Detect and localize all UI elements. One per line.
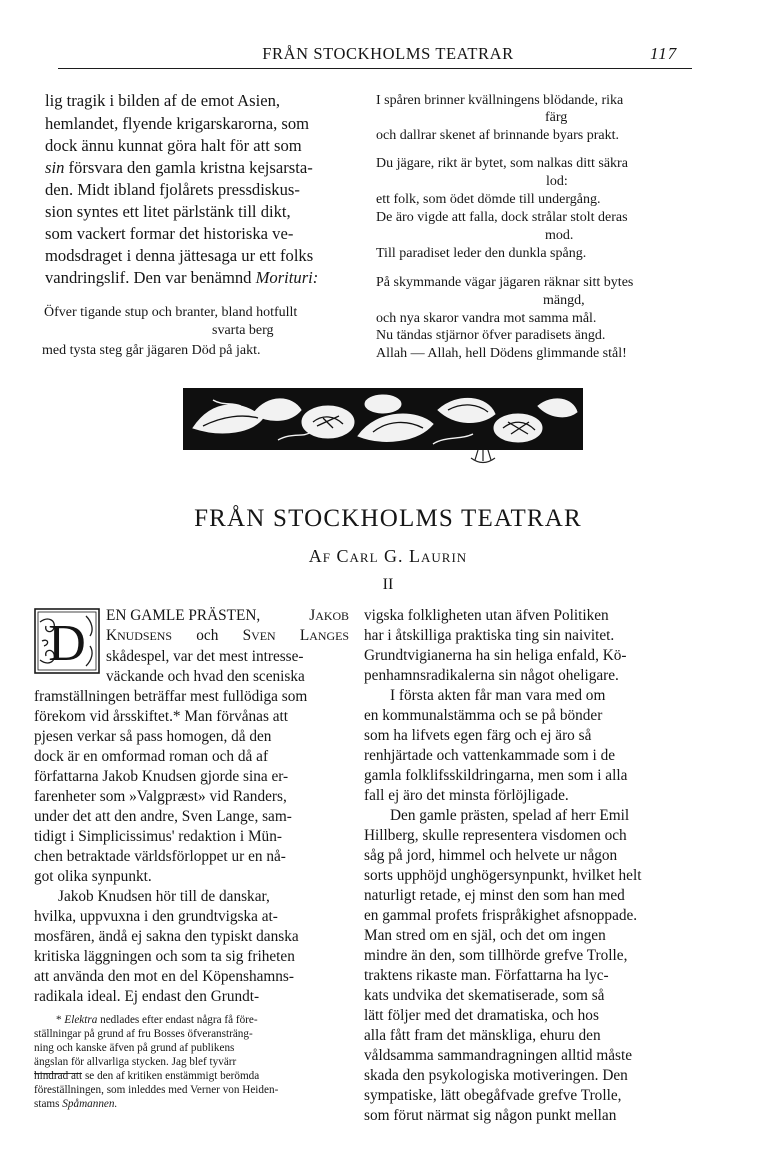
prose-line: sion syntes ett litet pärlstänk till dikt, — [45, 202, 291, 221]
body-line: chen betraktade världsförloppet ur en nå- — [34, 848, 286, 865]
footnote-line: föreställningen, som inleddes med Verner von Heiden- — [34, 1084, 279, 1096]
poem-line: I spåren brinner kvällningens blödande, rika — [376, 93, 624, 108]
body-line: sympatiske, lätt obegåfvade grefve Trolle, — [364, 1087, 622, 1104]
italic-sin: sin — [45, 158, 65, 177]
body-line: mindre än den, som tillhörde grefve Trolle, — [364, 947, 628, 964]
poem-line: färg — [545, 110, 568, 125]
italic-morituri: Morituri: — [255, 268, 319, 287]
body-line: lätt följer med det dramatiska, och hos — [364, 1007, 599, 1024]
body-line: att använda den mot en del Köpenshamns- — [34, 968, 294, 985]
body-line: som ha lifvets egen färg och ej äro så — [364, 727, 592, 744]
running-head: FRÅN STOCKHOLMS TEATRAR — [262, 44, 514, 63]
footnote-line: hindrad att se den af kritiken enstämmigt berömda — [34, 1070, 260, 1082]
body-line: hvilka, uppvuxna i den grundtvigska at- — [34, 908, 278, 925]
poem-line: Allah — Allah, hell Dödens glimmande stål! — [376, 346, 627, 361]
body-line: renhjärtade och vattenkammade som i de — [364, 747, 616, 764]
prose-line: hemlandet, flyende krigarskarorna, som — [45, 114, 310, 133]
body-line: skådespel, var det mest intresse- — [106, 648, 304, 665]
body-line: kats undvika det skematiserade, som så — [364, 987, 605, 1004]
prose-line: den. Midt ibland fjolårets pressdiskus- — [45, 180, 300, 199]
poem-line: Till paradiset leder den dunkla spång. — [376, 246, 587, 261]
body-line: har i åtskilliga praktiska ting sin naivitet. — [364, 627, 615, 644]
body-line: KNUDSENS och SVEN LANGES — [106, 627, 349, 644]
footnote-line: ning och kanske äfven på grund af publikens — [34, 1042, 235, 1054]
footnote-line: ställningar på grund af fru Bosses öfveransträng- — [34, 1028, 253, 1040]
body-line: förekom vid årsskiftet.* Man förvånas att — [34, 708, 289, 725]
body-line: radikala ideal. Ej endast den Grundt- — [34, 988, 260, 1005]
body-line: författarna Jakob Knudsen gjorde sina er- — [34, 768, 289, 785]
prose-line: lig tragik i bilden af de emot Asien, — [45, 91, 281, 110]
poem-line: med tysta steg går jägaren Död på jakt. — [42, 343, 261, 358]
body-line: Grundtvigianerna ha sin heliga enfald, Kö- — [364, 647, 627, 664]
poem-line: svarta berg — [212, 323, 274, 338]
body-line: fall ej äro det minsta förlöjligade. — [364, 787, 569, 804]
svg-text:D: D — [48, 615, 86, 672]
body-line: sorts upphöjd unghögersynpunkt, hvilket helt — [364, 867, 642, 884]
body-line: I första akten får man vara med om — [390, 687, 606, 704]
body-line: naturligt retade, ej minst den som han med — [364, 887, 625, 904]
drop-cap-frame — [34, 608, 100, 674]
poem-line: mängd, — [543, 293, 585, 308]
body-line: väckande och hvad den sceniska — [106, 668, 305, 685]
article-byline: Af Carl G. Laurin — [308, 546, 468, 566]
article-title: FRÅN STOCKHOLMS TEATRAR — [194, 505, 582, 532]
prose-line: som vackert formar det historiska ve- — [45, 224, 294, 243]
body-line: en gammal profets frispråkighet afsnoppade. — [364, 907, 638, 924]
body-line: EN GAMLE PRÄSTEN, JAKOB — [106, 607, 349, 624]
body-line: alla fått fram det mänskliga, ehuru den — [364, 1027, 601, 1044]
section-number: II — [382, 576, 394, 593]
body-line: penhamnsradikalerna sin något oheligare. — [364, 667, 619, 684]
body-line: got olika synpunkt. — [34, 868, 152, 885]
body-line: farenheter som »Valgpræst» vid Randers, — [34, 788, 287, 805]
footnote-line: ängslan för allvarliga stycken. Jag blef tyvärr — [34, 1056, 237, 1068]
body-line: tidigt i Simplicissimus' redaktion i Mün- — [34, 828, 282, 845]
body-line: gamla folklifsskildringarna, men som i alla — [364, 767, 628, 784]
footnote-line: stams Spåmannen. — [34, 1098, 118, 1110]
poem-line: På skymmande vägar jägaren räknar sitt bytes — [376, 275, 634, 290]
poem-line: mod. — [545, 228, 574, 243]
body-line: som förut närmat sig någon punkt mellan — [364, 1107, 617, 1124]
body-line: kritiska läggningen och som ta sig friheten — [34, 948, 295, 965]
body-line: Hillberg, skulle representera visdomen och — [364, 827, 627, 844]
floral-vignette — [183, 388, 583, 468]
body-line: pjesen verkar så pass homogen, då den — [34, 728, 272, 745]
page-number: 117 — [650, 44, 678, 63]
body-line: Man stred om en själ, och det om ingen — [364, 927, 606, 944]
poem-line: ett folk, som ödet dömde till undergång. — [376, 192, 601, 207]
poem-line: Öfver tigande stup och branter, bland hotfullt — [44, 305, 298, 320]
body-line: skada den psykologiska motiveringen. Den — [364, 1067, 628, 1084]
footnote-line: * Elektra nedlades efter endast några få före- — [56, 1014, 258, 1026]
body-line: en kommunalstämma och se på bönder — [364, 707, 603, 724]
prose-line: sin försvara den gamla kristna kejsarsta- — [45, 158, 313, 177]
body-line: såg på jord, himmel och helvete ur någon — [364, 847, 618, 864]
body-line: framställningen beträffar mest fullödiga som — [34, 688, 308, 705]
poem-line: Du jägare, rikt är bytet, som nalkas ditt säkra — [376, 156, 628, 171]
body-line: Den gamle prästen, spelad af herr Emil — [390, 807, 630, 824]
body-line: vigska folkligheten utan äfven Politiken — [364, 607, 609, 624]
body-line: traktens rikaste man. Författarna ha lyc- — [364, 967, 609, 984]
prose-line: vandringslif. Den var benämnd Morituri: — [45, 268, 319, 287]
poem-line: lod: — [546, 174, 568, 189]
poem-line: De äro vigde att falla, dock strålar stolt deras — [376, 210, 628, 225]
body-line: dock är en omformad roman och då af — [34, 748, 269, 765]
body-line: våldsamma sammandragningen alltid måste — [364, 1047, 633, 1064]
body-line: mosfären, ändå ej sakna den typiskt danska — [34, 928, 299, 945]
header-rule — [58, 68, 692, 69]
drop-cap — [34, 608, 100, 674]
body-line: Jakob Knudsen hör till de danskar, — [58, 888, 270, 905]
prose-line: modsdraget i denna jättesaga ur ett folks — [45, 246, 314, 265]
poem-line: Nu tändas stjärnor öfver paradisets ängd. — [376, 328, 606, 343]
prose-line: dock ännu kunnat göra halt för att som — [45, 136, 302, 155]
poem-line: och nya skaror vandra mot samma mål. — [376, 311, 597, 326]
poem-line: och dallrar skenet af brinnande byars prakt. — [376, 128, 619, 143]
body-line: under det att den andre, Sven Lange, sam- — [34, 808, 292, 825]
